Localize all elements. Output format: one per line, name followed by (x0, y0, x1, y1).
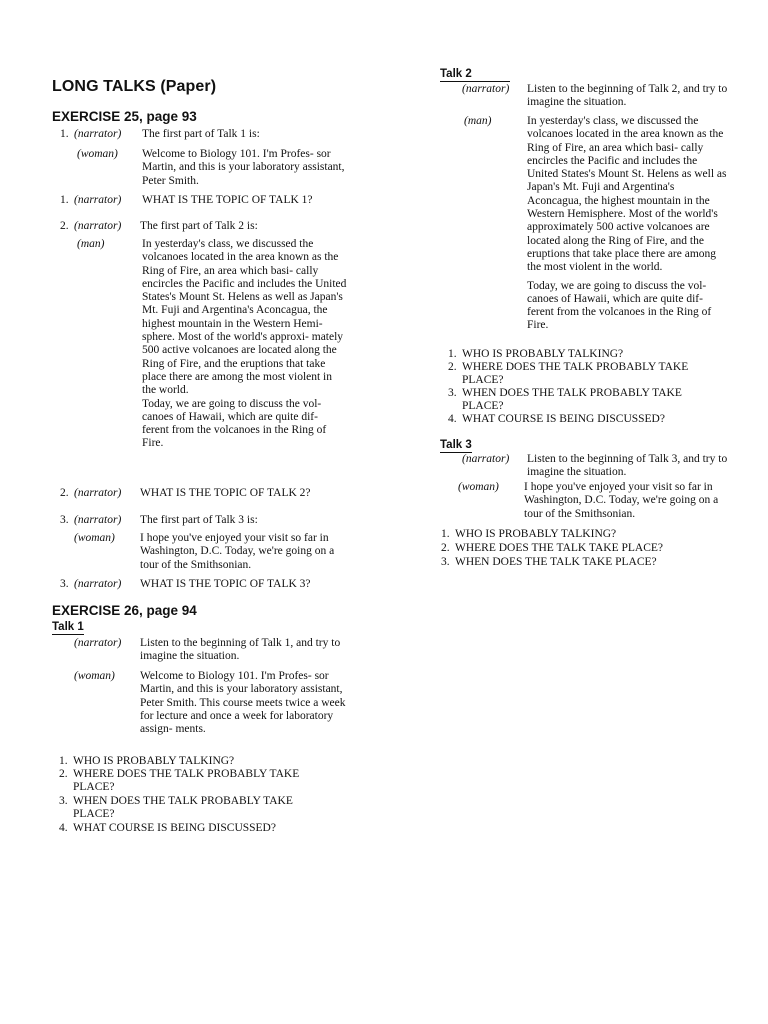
item-number: 3. (60, 514, 69, 526)
question-number: 1. (448, 348, 457, 360)
item-text: WHAT IS THE TOPIC OF TALK 3? (140, 578, 311, 590)
item-text: The first part of Talk 2 is: (140, 220, 258, 232)
question-number: 2. (59, 768, 68, 780)
question-text: WHEN DOES THE TALK TAKE PLACE? (455, 556, 657, 568)
item-text: I hope you've enjoyed your visit so far in Washington, D.C. Today, we're going on a tour of the Smithsonian. (524, 481, 719, 520)
ex25-item (60, 148, 350, 190)
ex25-item (60, 220, 350, 234)
item-text (142, 238, 347, 451)
item-text: I hope you've enjoyed your visit so far in Washington, D.C. Today, we're going on a tour of the Smithsonian. (140, 532, 335, 571)
question-text: WHERE DOES THE TALK PROBABLY TAKE PLACE? (462, 361, 689, 387)
question (441, 528, 721, 542)
ex25-item (60, 532, 350, 574)
ex25-item (60, 128, 350, 142)
talk3-narrator (440, 453, 740, 481)
question-text: WHO IS PROBABLY TALKING? (462, 348, 624, 360)
speaker-label: (narrator) (462, 453, 510, 465)
paragraph: Today, we are going to discuss the vol- canoes of Hawaii, which are quite dif- ferent from the volcanoes in the Ring of Fire. (527, 279, 712, 332)
page-title: LONG TALKS (Paper) (52, 78, 217, 95)
talk1-woman (60, 670, 350, 750)
talk2-narrator (440, 83, 740, 111)
ex25-item (60, 578, 350, 592)
item-text: WHAT IS THE TOPIC OF TALK 1? (142, 194, 313, 206)
item-number: 1. (60, 194, 69, 206)
question (448, 348, 728, 362)
paragraph: In yesterday's class, we discussed the volcanoes located in the area known as the Ring of Fire, an area which basi- cally encircles the Pacific and includes the United States's Mount St. Helens as well as Japan's Mt. Fuji and Argentina's Aconcagua, the highest mountain in the Western Hemi- sphere. Most of the world's approxi- mately 500 active volcanoes are located along the Ring of Fire, and the eruptions that take place there are among the most violent in the world. (142, 238, 347, 397)
item-text: The first part of Talk 1 is: (142, 128, 260, 140)
item-text (527, 115, 730, 338)
question (59, 822, 339, 836)
item-text: WHAT IS THE TOPIC OF TALK 2? (140, 487, 311, 499)
speaker-label: (narrator) (74, 128, 122, 140)
item-text: Listen to the beginning of Talk 1, and try to imagine the situation. (140, 637, 341, 663)
paragraph: In yesterday's class, we discussed the volcanoes located in the area known as the Ring of Fire, an area which basi- cally encircles the Pacific and includes the United States's Mount St. Helens as well as Japan's Mt. Fuji and Argentina's Aconcagua, the highest mountain in the Western Hemisphere. Most of the world's approximately 500 active volcanoes are located along the Ring of Fire, and the eruptions that take place there are among the most violent in the world. (527, 115, 727, 274)
speaker-label: (narrator) (462, 83, 510, 95)
question-number: 3. (448, 387, 457, 399)
question-number: 2. (441, 542, 450, 554)
speaker-label: (narrator) (74, 220, 122, 232)
talk3-woman (440, 481, 740, 523)
question-text: WHERE DOES THE TALK PROBABLY TAKE PLACE? (73, 768, 300, 794)
exercise-26-heading: EXERCISE 26, page 94 (52, 603, 197, 618)
item-number: 3. (60, 578, 69, 590)
speaker-label: (narrator) (74, 487, 122, 499)
speaker-label: (woman) (77, 148, 118, 160)
paragraph: Today, we are going to discuss the vol- canoes of Hawaii, which are quite dif- ferent from the volcanoes in the Ring of Fire. (142, 397, 327, 450)
question (441, 556, 721, 570)
ex25-item (60, 238, 350, 483)
question (448, 413, 728, 427)
question (448, 387, 728, 415)
question-number: 1. (59, 755, 68, 767)
item-number: 2. (60, 220, 69, 232)
question-number: 4. (59, 822, 68, 834)
talk2-man (440, 115, 740, 345)
speaker-label: (man) (464, 115, 492, 127)
item-text: Welcome to Biology 101. I'm Profes- sor Martin, and this is your laboratory assistant, Peter Smith. (142, 148, 345, 187)
question-text: WHEN DOES THE TALK PROBABLY TAKE PLACE? (73, 795, 293, 821)
question-text: WHO IS PROBABLY TALKING? (73, 755, 235, 767)
question (441, 542, 721, 556)
speaker-label: (narrator) (74, 578, 122, 590)
speaker-label: (narrator) (74, 637, 122, 649)
question-number: 3. (59, 795, 68, 807)
talk1-narrator (60, 637, 350, 665)
speaker-label: (woman) (458, 481, 499, 493)
speaker-label: (narrator) (74, 514, 122, 526)
question-text: WHAT COURSE IS BEING DISCUSSED? (462, 413, 665, 425)
question-text: WHERE DOES THE TALK TAKE PLACE? (455, 542, 664, 554)
question-number: 2. (448, 361, 457, 373)
item-text: Welcome to Biology 101. I'm Profes- sor Martin, and this is your laboratory assistant, Peter Smith. This course meets twice a week for lecture and once a week for laboratory assign- ments. (140, 670, 346, 736)
ex25-item (60, 514, 350, 528)
talk-3-heading: Talk 3 (440, 439, 472, 451)
talk-2-heading: Talk 2 (440, 68, 510, 82)
exercise-25-heading: EXERCISE 25, page 93 (52, 109, 197, 124)
question-text: WHEN DOES THE TALK PROBABLY TAKE PLACE? (462, 387, 682, 413)
question (59, 755, 339, 769)
item-number: 2. (60, 487, 69, 499)
speaker-label: (woman) (74, 670, 115, 682)
item-text: Listen to the beginning of Talk 2, and try to imagine the situation. (527, 83, 728, 109)
speaker-label: (woman) (74, 532, 115, 544)
item-text: The first part of Talk 3 is: (140, 514, 258, 526)
question (59, 768, 339, 796)
question (448, 361, 728, 389)
question-text: WHO IS PROBABLY TALKING? (455, 528, 617, 540)
item-number: 1. (60, 128, 69, 140)
question-number: 4. (448, 413, 457, 425)
question-text: WHAT COURSE IS BEING DISCUSSED? (73, 822, 276, 834)
speaker-label: (narrator) (74, 194, 122, 206)
question-number: 1. (441, 528, 450, 540)
item-text: Listen to the beginning of Talk 3, and try to imagine the situation. (527, 453, 728, 479)
speaker-label: (man) (77, 238, 105, 250)
question (59, 795, 339, 823)
ex25-item (60, 487, 350, 501)
question-number: 3. (441, 556, 450, 568)
ex25-item (60, 194, 350, 208)
talk-1-heading: Talk 1 (52, 621, 84, 633)
